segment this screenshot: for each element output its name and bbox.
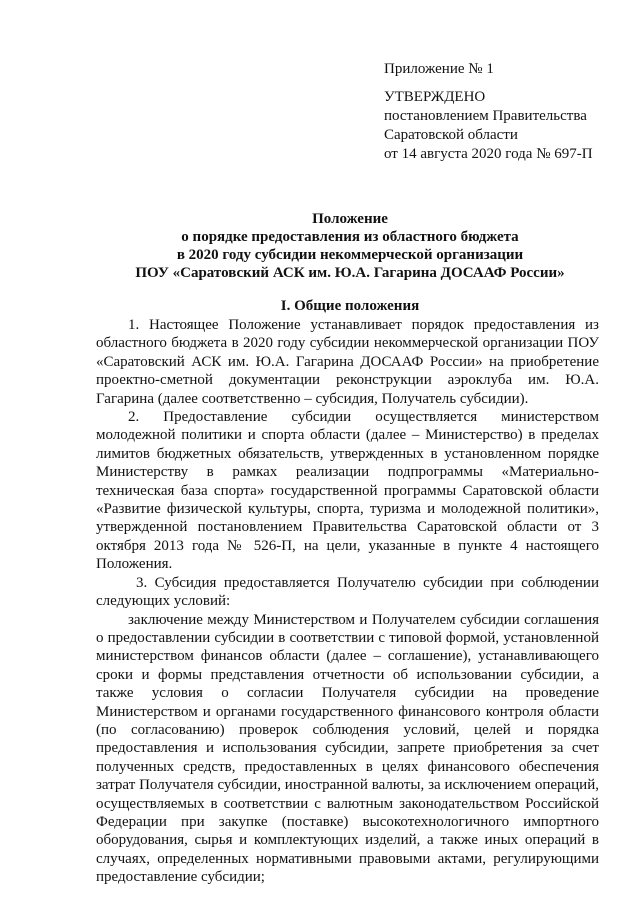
title-line-1: Положение bbox=[312, 211, 388, 227]
title-line-2: о порядке предоставления из областного бюджета bbox=[181, 229, 519, 245]
paragraph-2: 2. Предоставление субсидии осуществляется министерством молодежной политики и спорта области (далее – Министерство) в пределах лимитов бюджетных обязательств, утвержденных в установленном порядке Министерству в рамках реализации подпрограммы «Материально-техническая база спорта» государственной программы Саратовской области «Развитие физической культуры, спорта, туризма и молодежной политики», утвержденной постановлением Правительства Саратовской области от 3 октября 2013 года № 526-П, на цели, указанные в пункте 4 настоящего Положения. bbox=[96, 409, 599, 573]
document-title bbox=[80, 210, 620, 282]
approval-block bbox=[384, 88, 593, 164]
section-heading: I. Общие положения bbox=[280, 298, 420, 314]
paragraph-3: 3. Субсидия предоставляется Получателю субсидии при соблюдении следующих условий: bbox=[96, 574, 599, 610]
approved-stamp: УТВЕРЖДЕНО bbox=[384, 89, 486, 105]
title-line-3: в 2020 году субсидии некоммерческой организации bbox=[176, 247, 524, 263]
approved-date: от 14 августа 2020 года № 697-П bbox=[384, 146, 593, 162]
title-line-4: ПОУ «Саратовский АСК им. Ю.А. Гагарина ДОСААФ России» bbox=[135, 265, 565, 281]
approved-by-line-2: Саратовской области bbox=[384, 127, 518, 143]
attachment-number: Приложение № 1 bbox=[384, 61, 494, 77]
approved-by-line-1: постановлением Правительства bbox=[384, 108, 587, 124]
section-body bbox=[96, 316, 599, 887]
paragraph-1: 1. Настоящее Положение устанавливает порядок предоставления из областного бюджета в 2020 году субсидии некоммерческой организации ПОУ «Саратовский АСК им. Ю.А. Гагарина ДОСААФ России» на приобретение проектно-сметной документации реконструкции аэроклуба им. Ю.А. Гагарина (далее соответственно – субсидия, Получатель субсидии). bbox=[96, 317, 599, 407]
paragraph-4: заключение между Министерством и Получателем субсидии соглашения о предоставлении субсидии в соответствии с типовой формой, установленной министерством финансов области (далее – соглашение), устанавливающего сроки и формы представления отчетности об использовании субсидии, а также условия о согласии Получателя субсидии на проведение Министерством и органами государственного финансового контроля области (по согласованию) проверок соблюдения условий, целей и порядка предоставления и использования субсидии, запрете приобретения за счет полученных средств, предоставленных в целях финансового обеспечения затрат Получателя субсидии, иностранной валюты, за исключением операций, осуществляемых в соответствии с валютным законодательством Российской Федерации при закупке (поставке) высокотехнологичного импортного оборудования, сырья и комплектующих изделий, а также иных операций в случаях, определенных нормативными правовыми актами, регулирующими предоставление субсидии; bbox=[96, 611, 599, 886]
